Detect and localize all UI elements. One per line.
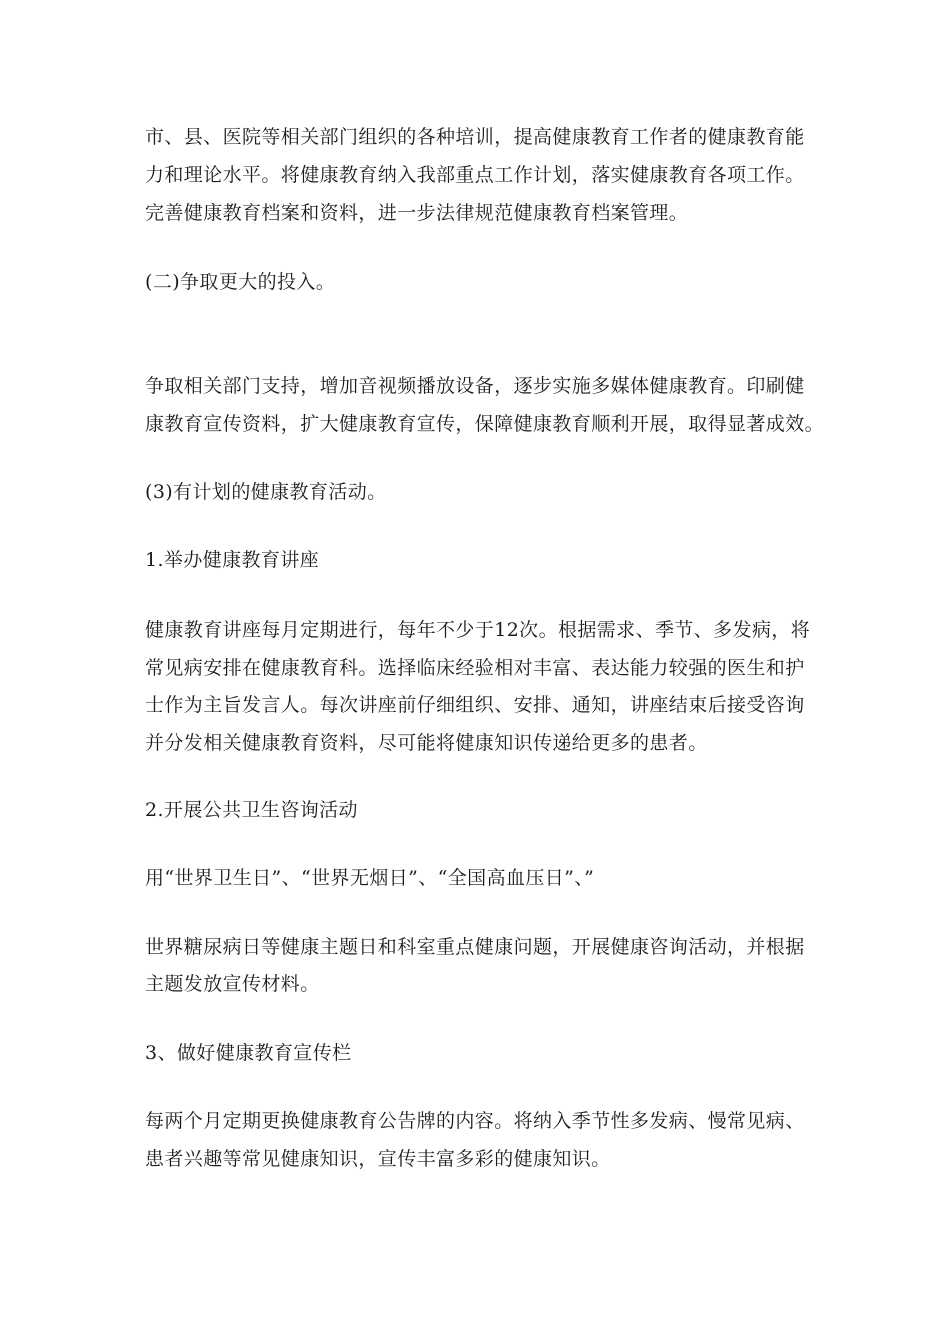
text-line: 争取相关部门支持，增加音视频播放设备，逐步实施多媒体健康教育。印刷健 (145, 375, 805, 397)
text-line: 健康教育讲座每月定期进行，每年不少于12次。根据需求、季节、多发病，将 (145, 619, 811, 641)
section-heading: (3)有计划的健康教育活动。 (145, 481, 387, 503)
text-line: 常见病安排在健康教育科。选择临床经验相对丰富、表达能力较强的医生和护 (145, 657, 805, 679)
text-line: 康教育宣传资料，扩大健康教育宣传，保障健康教育顺利开展，取得显著成效。 (145, 413, 825, 435)
text-line: 完善健康教育档案和资料，进一步法律规范健康教育档案管理。 (145, 202, 689, 224)
sub-heading: 1.举办健康教育讲座 (145, 549, 320, 571)
text-line: 每两个月定期更换健康教育公告牌的内容。将纳入季节性多发病、慢常见病、 (145, 1110, 805, 1132)
sub-heading: 3、做好健康教育宣传栏 (145, 1042, 352, 1064)
section-heading: (二)争取更大的投入。 (145, 271, 336, 293)
text-line: 士作为主旨发言人。每次讲座前仔细组织、安排、通知，讲座结束后接受咨询 (145, 694, 805, 716)
text-line: 力和理论水平。将健康教育纳入我部重点工作计划，落实健康教育各项工作。 (145, 164, 805, 186)
sub-heading: 2.开展公共卫生咨询活动 (145, 799, 358, 821)
text-line: 市、县、医院等相关部门组织的各种培训，提高健康教育工作者的健康教育能 (145, 126, 805, 148)
text-line: 主题发放宣传材料。 (145, 973, 320, 995)
text-line: 世界糖尿病日等健康主题日和科室重点健康问题，开展健康咨询活动，并根据 (145, 936, 805, 958)
text-line: 并分发相关健康教育资料，尽可能将健康知识传递给更多的患者。 (145, 732, 708, 754)
text-line: 患者兴趣等常见健康知识，宣传丰富多彩的健康知识。 (145, 1148, 611, 1170)
text-line: 用“世界卫生日”、“世界无烟日”、“全国高血压日”、” (145, 867, 595, 889)
